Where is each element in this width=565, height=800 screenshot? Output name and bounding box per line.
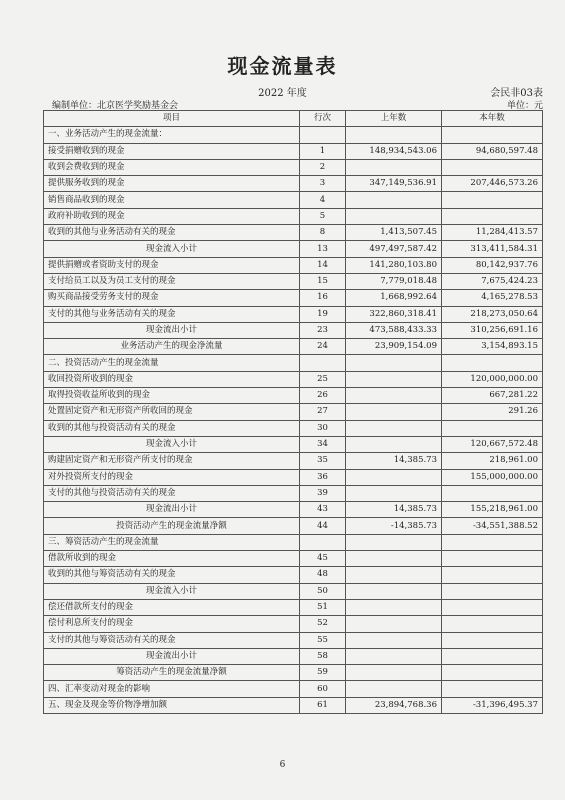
row-item-label: 筹资活动产生的现金流量净额	[44, 665, 300, 681]
row-line-number: 3	[300, 176, 346, 192]
row-current-year-value: 80,142,937.76	[442, 257, 543, 273]
row-line-number: 25	[300, 371, 346, 387]
row-current-year-value	[442, 567, 543, 583]
row-prev-year-value	[346, 616, 442, 632]
cash-flow-table	[43, 110, 543, 714]
table-row	[44, 599, 543, 615]
row-current-year-value	[442, 681, 543, 697]
row-item-label: 四、汇率变动对现金的影响	[44, 681, 300, 697]
row-item-label: 偿付利息所支付的现金	[44, 616, 300, 632]
row-current-year-value: 218,961.00	[442, 453, 543, 469]
row-prev-year-value	[346, 632, 442, 648]
row-item-label: 偿还借款所支付的现金	[44, 599, 300, 615]
row-current-year-value	[442, 599, 543, 615]
row-current-year-value: 94,680,597.48	[442, 143, 543, 159]
row-prev-year-value	[346, 485, 442, 501]
row-current-year-value: 207,446,573.26	[442, 176, 543, 192]
row-current-year-value: -31,396,495.37	[442, 697, 543, 713]
row-current-year-value: 120,667,572.48	[442, 436, 543, 452]
row-line-number: 2	[300, 159, 346, 175]
currency-unit: 单位：元	[506, 101, 543, 111]
row-item-label: 对外投资所支付的现金	[44, 469, 300, 485]
page-number: 6	[279, 760, 286, 770]
table-row	[44, 697, 543, 713]
table-row	[44, 632, 543, 648]
row-line-number: 58	[300, 648, 346, 664]
row-item-label: 现金流入小计	[44, 583, 300, 599]
row-prev-year-value: 7,779,018.48	[346, 273, 442, 289]
row-prev-year-value: 23,909,154.09	[346, 339, 442, 355]
row-item-label: 五、现金及现金等价物净增加额	[44, 697, 300, 713]
table-row	[44, 436, 543, 452]
row-item-label: 支付的其他与业务活动有关的现金	[44, 306, 300, 322]
row-line-number: 30	[300, 420, 346, 436]
row-prev-year-value: 497,497,587.42	[346, 241, 442, 257]
row-current-year-value: 155,000,000.00	[442, 469, 543, 485]
row-prev-year-value: 1,413,507.45	[346, 225, 442, 241]
row-prev-year-value: 23,894,768.36	[346, 697, 442, 713]
row-prev-year-value	[346, 436, 442, 452]
table-row	[44, 502, 543, 518]
table-row	[44, 225, 543, 241]
table-row	[44, 648, 543, 664]
row-prev-year-value: -14,385.73	[346, 518, 442, 534]
row-line-number: 48	[300, 567, 346, 583]
table-row	[44, 388, 543, 404]
row-current-year-value: 4,165,278.53	[442, 290, 543, 306]
row-prev-year-value: 14,385.73	[346, 453, 442, 469]
row-line-number: 13	[300, 241, 346, 257]
row-current-year-value	[442, 485, 543, 501]
row-line-number: 27	[300, 404, 346, 420]
row-item-label: 现金流出小计	[44, 502, 300, 518]
table-row	[44, 208, 543, 224]
row-prev-year-value	[346, 208, 442, 224]
row-prev-year-value	[346, 648, 442, 664]
row-prev-year-value	[346, 420, 442, 436]
row-current-year-value	[442, 208, 543, 224]
row-current-year-value	[442, 583, 543, 599]
row-item-label: 现金流入小计	[44, 241, 300, 257]
row-item-label: 提供服务收到的现金	[44, 176, 300, 192]
table-row	[44, 616, 543, 632]
row-prev-year-value	[346, 388, 442, 404]
row-prev-year-value	[346, 551, 442, 567]
table-row	[44, 567, 543, 583]
row-item-label: 收到的其他与投资活动有关的现金	[44, 420, 300, 436]
row-line-number: 24	[300, 339, 346, 355]
row-current-year-value: -34,551,388.52	[442, 518, 543, 534]
row-item-label: 业务活动产生的现金净流量	[44, 339, 300, 355]
table-row	[44, 583, 543, 599]
row-line-number: 59	[300, 665, 346, 681]
row-prev-year-value: 148,934,543.06	[346, 143, 442, 159]
row-prev-year-value	[346, 665, 442, 681]
row-current-year-value: 155,218,961.00	[442, 502, 543, 518]
row-current-year-value: 120,000,000.00	[442, 371, 543, 387]
row-item-label: 收回投资所收到的现金	[44, 371, 300, 387]
row-current-year-value: 3,154,893.15	[442, 339, 543, 355]
row-line-number: 61	[300, 697, 346, 713]
row-current-year-value	[442, 632, 543, 648]
row-current-year-value: 667,281.22	[442, 388, 543, 404]
row-item-label: 购买商品接受劳务支付的现金	[44, 290, 300, 306]
row-prev-year-value	[346, 404, 442, 420]
row-item-label: 一、业务活动产生的现金流量：	[44, 127, 300, 143]
row-prev-year-value: 322,860,318.41	[346, 306, 442, 322]
row-prev-year-value	[346, 469, 442, 485]
row-item-label: 支付的其他与筹资活动有关的现金	[44, 632, 300, 648]
row-line-number: 26	[300, 388, 346, 404]
row-line-number: 16	[300, 290, 346, 306]
row-item-label: 现金流出小计	[44, 648, 300, 664]
row-current-year-value	[442, 534, 543, 550]
row-current-year-value	[442, 551, 543, 567]
table-row	[44, 420, 543, 436]
row-line-number: 35	[300, 453, 346, 469]
row-prev-year-value	[346, 534, 442, 550]
row-line-number: 52	[300, 616, 346, 632]
table-row	[44, 404, 543, 420]
row-item-label: 支付给员工以及为员工支付的现金	[44, 273, 300, 289]
row-current-year-value	[442, 192, 543, 208]
row-item-label: 收到会费收到的现金	[44, 159, 300, 175]
row-line-number: 60	[300, 681, 346, 697]
row-prev-year-value: 473,588,433.33	[346, 322, 442, 338]
table-row	[44, 176, 543, 192]
row-line-number: 23	[300, 322, 346, 338]
row-item-label: 现金流入小计	[44, 436, 300, 452]
table-row	[44, 371, 543, 387]
row-line-number	[300, 534, 346, 550]
row-item-label: 取得投资收益所收到的现金	[44, 388, 300, 404]
row-item-label: 政府补助收到的现金	[44, 208, 300, 224]
row-line-number: 4	[300, 192, 346, 208]
row-prev-year-value	[346, 599, 442, 615]
row-line-number	[300, 355, 346, 371]
table-row	[44, 469, 543, 485]
row-prev-year-value: 1,668,992.64	[346, 290, 442, 306]
row-line-number: 19	[300, 306, 346, 322]
row-current-year-value	[442, 420, 543, 436]
row-line-number: 51	[300, 599, 346, 615]
row-item-label: 销售商品收到的现金	[44, 192, 300, 208]
row-line-number: 45	[300, 551, 346, 567]
row-item-label: 购建固定资产和无形资产所支付的现金	[44, 453, 300, 469]
report-year: 2022 年度	[258, 88, 307, 99]
row-prev-year-value	[346, 192, 442, 208]
table-row	[44, 339, 543, 355]
table-row	[44, 534, 543, 550]
row-prev-year-value	[346, 681, 442, 697]
row-item-label: 现金流出小计	[44, 322, 300, 338]
header-prev-year: 上年数	[346, 111, 442, 127]
row-prev-year-value	[346, 371, 442, 387]
table-row	[44, 290, 543, 306]
row-current-year-value	[442, 355, 543, 371]
organization-label: 编制单位：北京医学奖励基金会	[52, 101, 179, 111]
header-item: 项目	[44, 111, 300, 127]
row-line-number: 43	[300, 502, 346, 518]
table-row	[44, 143, 543, 159]
row-current-year-value: 11,284,413.57	[442, 225, 543, 241]
table-header-row	[44, 111, 543, 127]
table-row	[44, 485, 543, 501]
row-prev-year-value	[346, 159, 442, 175]
row-line-number: 8	[300, 225, 346, 241]
table-row	[44, 306, 543, 322]
table-row	[44, 322, 543, 338]
row-item-label: 借款所收到的现金	[44, 551, 300, 567]
row-item-label: 接受捐赠收到的现金	[44, 143, 300, 159]
row-current-year-value: 218,273,050.64	[442, 306, 543, 322]
header-current-year: 本年数	[442, 111, 543, 127]
row-line-number: 5	[300, 208, 346, 224]
row-current-year-value: 291.26	[442, 404, 543, 420]
row-current-year-value	[442, 159, 543, 175]
page-title: 现金流量表	[227, 54, 338, 78]
row-line-number: 34	[300, 436, 346, 452]
row-line-number: 50	[300, 583, 346, 599]
row-prev-year-value: 141,280,103.80	[346, 257, 442, 273]
table-row	[44, 665, 543, 681]
row-line-number: 15	[300, 273, 346, 289]
row-current-year-value: 310,256,691.16	[442, 322, 543, 338]
form-number: 会民非03表	[490, 88, 543, 99]
row-item-label: 收到的其他与业务活动有关的现金	[44, 225, 300, 241]
row-current-year-value	[442, 616, 543, 632]
row-item-label: 支付的其他与投资活动有关的现金	[44, 485, 300, 501]
row-item-label: 投资活动产生的现金流量净额	[44, 518, 300, 534]
row-prev-year-value	[346, 567, 442, 583]
table-row	[44, 355, 543, 371]
row-item-label: 提供捐赠或者资助支付的现金	[44, 257, 300, 273]
row-prev-year-value	[346, 355, 442, 371]
row-line-number: 44	[300, 518, 346, 534]
row-line-number: 1	[300, 143, 346, 159]
table-row	[44, 127, 543, 143]
row-item-label: 二、投资活动产生的现金流量	[44, 355, 300, 371]
row-current-year-value	[442, 665, 543, 681]
table-row	[44, 159, 543, 175]
row-current-year-value: 7,675,424.23	[442, 273, 543, 289]
row-prev-year-value: 347,149,536.91	[346, 176, 442, 192]
row-current-year-value: 313,411,584.31	[442, 241, 543, 257]
table-row	[44, 681, 543, 697]
table-row	[44, 192, 543, 208]
row-line-number: 39	[300, 485, 346, 501]
table-row	[44, 257, 543, 273]
row-current-year-value	[442, 127, 543, 143]
row-line-number	[300, 127, 346, 143]
row-line-number: 14	[300, 257, 346, 273]
row-prev-year-value	[346, 583, 442, 599]
table-row	[44, 273, 543, 289]
row-prev-year-value	[346, 127, 442, 143]
row-item-label: 收到的其他与筹资活动有关的现金	[44, 567, 300, 583]
row-line-number: 55	[300, 632, 346, 648]
header-line: 行次	[300, 111, 346, 127]
table-row	[44, 551, 543, 567]
row-item-label: 处置固定资产和无形资产所收回的现金	[44, 404, 300, 420]
row-prev-year-value: 14,385.73	[346, 502, 442, 518]
table-row	[44, 241, 543, 257]
row-item-label: 三、筹资活动产生的现金流量	[44, 534, 300, 550]
table-row	[44, 518, 543, 534]
row-current-year-value	[442, 648, 543, 664]
table-row	[44, 453, 543, 469]
row-line-number: 36	[300, 469, 346, 485]
